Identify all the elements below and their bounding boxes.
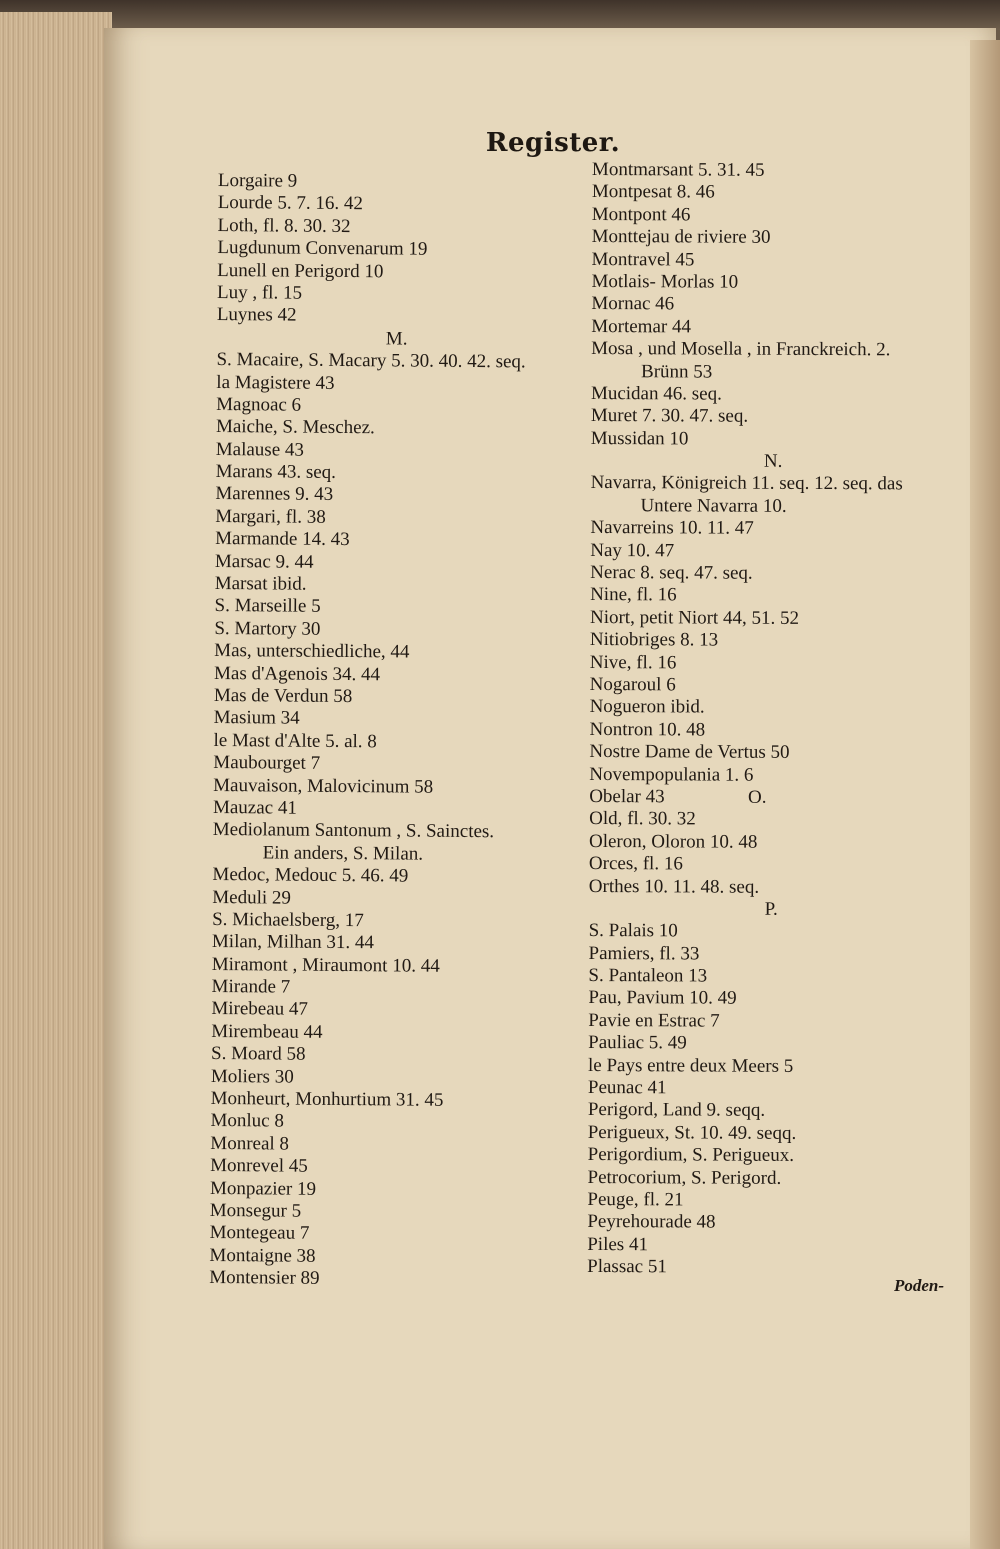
index-entry: S. Palais 10 — [588, 920, 678, 942]
index-entry: Nitiobriges 8. 13 — [589, 629, 719, 651]
index-entry: Orces, fl. 16 — [588, 853, 683, 875]
index-entry: Pau, Pavium 10. 49 — [588, 987, 737, 1010]
index-entry: Navarreins 10. 11. 47 — [590, 517, 754, 539]
index-entry: Mirande 7 — [211, 976, 291, 998]
index-entry: Novempopulania 1. 6 — [589, 763, 754, 786]
index-entry: Marsac 9. 44 — [214, 550, 314, 573]
next-page-edge — [970, 40, 1000, 1549]
index-entry: S. Marseille 5 — [214, 595, 321, 618]
index-entry: Mucidan 46. seq. — [590, 382, 722, 405]
index-entry: Navarra, Königreich 11. seq. 12. seq. das — [590, 472, 903, 495]
index-entry: Mussidan 10 — [590, 427, 689, 450]
index-entry: Mas d'Agenois 34. 44 — [213, 662, 381, 685]
index-entry: Marennes 9. 43 — [215, 483, 334, 506]
index-entry: Pauliac 5. 49 — [588, 1032, 687, 1054]
index-entry: Nay 10. 47 — [590, 539, 675, 562]
index-entry: Moliers 30 — [210, 1065, 294, 1088]
index-entry: Mirebeau 47 — [211, 998, 309, 1021]
page-stack-edges — [0, 12, 112, 1549]
index-entry: Montmarsant 5. 31. 45 — [591, 159, 765, 181]
index-entry: Niort, petit Niort 44, 51. 52 — [589, 606, 800, 629]
index-entry: Nontron 10. 48 — [589, 718, 706, 741]
index-entry: Nerac 8. seq. 47. seq. — [590, 562, 753, 584]
index-entry: S. Pantaleon 13 — [588, 965, 708, 987]
index-entry: Magnoac 6 — [216, 393, 302, 416]
index-entry: Pamiers, fl. 33 — [588, 942, 700, 965]
index-entry: Marsat ibid. — [214, 573, 307, 595]
index-entry: Montpesat 8. 46 — [591, 181, 715, 203]
index-column-left — [209, 170, 578, 1292]
index-entry: Malause 43 — [215, 438, 305, 461]
index-entry: Mornac 46 — [591, 293, 675, 315]
index-entry: Nine, fl. 16 — [590, 584, 677, 606]
index-entry: Peunac 41 — [587, 1077, 667, 1099]
index-entry: Lourde 5. 7. 16. 42 — [217, 192, 363, 215]
index-entry: Monrevel 45 — [210, 1155, 308, 1177]
index-entry: Monheurt, Monhurtium 31. 45 — [210, 1087, 444, 1111]
index-entry: Margari, fl. 38 — [215, 505, 326, 528]
index-entry: Marmande 14. 43 — [215, 528, 350, 551]
index-entry: Muret 7. 30. 47. seq. — [590, 405, 749, 427]
index-entry: Brünn 53 — [641, 360, 713, 383]
index-entry: Medoc, Medouc 5. 46. 49 — [212, 864, 409, 887]
index-entry: Peuge, fl. 21 — [587, 1188, 684, 1211]
index-entry: le Pays entre deux Meers 5 — [588, 1054, 794, 1077]
index-entry: Mosa , und Mosella , in Franckreich. 2. — [591, 338, 891, 361]
index-entry: Ein anders, S. Milan. — [262, 842, 424, 865]
index-entry: Obelar 43 — [589, 785, 665, 808]
index-entry: Maubourget 7 — [213, 752, 321, 774]
index-entry: Mortemar 44 — [591, 315, 692, 338]
index-entry: Marans 43. seq. — [215, 461, 337, 484]
book-top-edge — [0, 0, 1000, 30]
index-entry: Orthes 10. 11. 48. seq. — [588, 875, 760, 898]
index-entry: S. Macaire, S. Macary 5. 30. 40. 42. seq. — [216, 349, 526, 373]
section-letter: N. — [763, 450, 783, 472]
index-entry: Loth, fl. 8. 30. 32 — [217, 214, 351, 237]
index-entry: Monluc 8 — [210, 1110, 284, 1132]
index-entry: Montpont 46 — [591, 203, 691, 226]
index-entry: Montensier 89 — [209, 1267, 320, 1289]
index-entry: Plassac 51 — [587, 1256, 667, 1278]
index-entry: Montravel 45 — [591, 248, 695, 271]
section-letter: M. — [385, 328, 408, 350]
index-entry: S. Moard 58 — [210, 1043, 306, 1065]
index-entry: Old, fl. 30. 32 — [589, 808, 696, 830]
index-entry: Nostre Dame de Vertus 50 — [589, 741, 790, 764]
index-entry: Lunell en Perigord 10 — [217, 259, 384, 282]
index-entry: Mas de Verdun 58 — [213, 684, 353, 708]
index-entry: Miramont , Miraumont 10. 44 — [211, 953, 440, 977]
index-entry: Mirembeau 44 — [211, 1020, 323, 1043]
index-entry: Masium 34 — [213, 707, 300, 730]
index-entry: Nogaroul 6 — [589, 673, 676, 696]
index-entry: Perigordium, S. Perigueux. — [587, 1144, 795, 1167]
catchword: Poden- — [894, 1276, 945, 1295]
index-entry: Monpazier 19 — [209, 1177, 317, 1200]
index-entry: Perigueux, St. 10. 49. seqq. — [587, 1121, 797, 1144]
index-entry: Nogueron ibid. — [589, 696, 705, 718]
index-entry: Piles 41 — [587, 1233, 649, 1256]
index-entry: la Magistere 43 — [216, 371, 335, 394]
index-entry: Pavie en Estrac 7 — [588, 1009, 720, 1032]
index-entry: Mas, unterschiedliche, 44 — [214, 640, 410, 663]
index-entry: Mediolanum Santonum , S. Sainctes. — [212, 819, 495, 843]
index-entry: Maiche, S. Meschez. — [215, 416, 375, 439]
index-entry: Motlais- Morlas 10 — [591, 270, 739, 293]
index-entry: Luynes 42 — [216, 304, 297, 326]
index-column-right — [587, 159, 957, 1280]
index-entry: Montaigne 38 — [209, 1244, 316, 1267]
index-entry: Petrocorium, S. Perigord. — [587, 1166, 782, 1189]
index-entry: Mauzac 41 — [212, 796, 297, 819]
index-entry: Luy , fl. 15 — [216, 281, 303, 304]
index-entry: Meduli 29 — [212, 886, 292, 909]
index-entry: Monsegur 5 — [209, 1199, 302, 1222]
index-entry: Monreal 8 — [210, 1132, 290, 1155]
index-entry: Montegeau 7 — [209, 1222, 310, 1245]
index-entry: Peyrehourade 48 — [587, 1211, 716, 1233]
section-letter: P. — [764, 898, 778, 920]
index-entry: S. Martory 30 — [214, 617, 321, 640]
index-entry: Perigord, Land 9. seqq. — [587, 1099, 766, 1122]
index-entry: Lorgaire 9 — [217, 170, 298, 192]
index-entry: Untere Navarra 10. — [640, 495, 787, 517]
index-entry: Lugdunum Convenarum 19 — [217, 237, 428, 260]
index-entry: S. Michaelsberg, 17 — [212, 908, 364, 932]
index-entry: le Mast d'Alte 5. al. 8 — [213, 729, 377, 753]
index-entry: Mauvaison, Malovicinum 58 — [213, 774, 434, 798]
index-entry: Nive, fl. 16 — [589, 651, 677, 673]
index-entry: Milan, Milhan 31. 44 — [211, 931, 375, 954]
page-title: Register. — [485, 128, 621, 158]
index-entry: Monttejau de riviere 30 — [591, 226, 771, 248]
index-entry: Oleron, Oloron 10. 48 — [588, 830, 758, 853]
section-letter-o: O. — [748, 787, 767, 808]
